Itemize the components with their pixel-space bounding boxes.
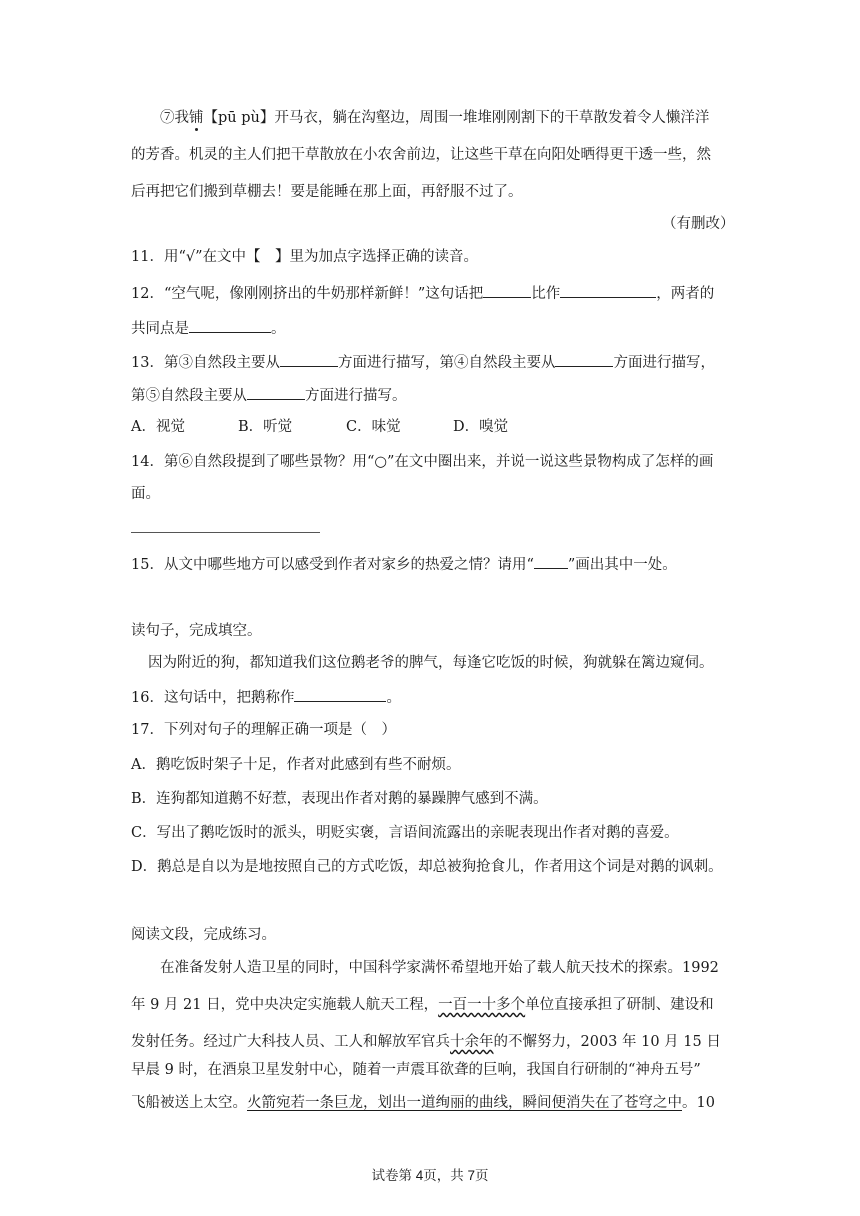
answer-blank[interactable] [560, 282, 656, 298]
p7-line-3: 后再把它们搬到草棚去！要是能睡在那上面，再舒服不过了。 [131, 184, 523, 200]
answer-blank[interactable] [280, 351, 338, 367]
p7-line-1: ⑦我铺【pū pù】开马衣，躺在沟壑边，周围一堆堆刚刚割下的干草散发着令人懒洋洋 [160, 110, 710, 126]
passage-line-3: 发射任务。经过广大科技人员、工人和解放军官兵十余年的不懈努力，2003 年 10 月 15 日 [131, 1034, 721, 1050]
question-17-option-a: A．鹅吃饭时架子十足，作者对此感到有些不耐烦。 [131, 757, 461, 773]
answer-blank[interactable] [555, 351, 613, 367]
question-13-line-1: 13．第③自然段主要从 方面进行描写，第④自然段主要从 方面进行描写， [131, 351, 715, 373]
option-d: D．嗅觉 [453, 419, 509, 435]
question-13-line-2: 第⑤自然段主要从 方面进行描写。 [131, 384, 407, 406]
question-17-option-d: D．鹅总是自以为是地按照自己的方式吃饭，却总被狗抢食儿，作者用这个词是对鹅的讽刺。 [131, 859, 723, 875]
question-11: 11．用“√”在文中【 】里为加点字选择正确的读音。 [131, 249, 479, 265]
question-17-option-b: B．连狗都知道鹅不好惹，表现出作者对鹅的暴躁脾气感到不满。 [131, 791, 548, 807]
wavy-underlined-phrase: 十余年 [450, 1034, 494, 1050]
page-footer: 试卷第 4页，共 7页 [371, 1168, 489, 1183]
section-title-reading-passage: 阅读文段，完成练习。 [131, 927, 276, 943]
option-c: C．味觉 [346, 419, 401, 435]
answer-blank[interactable] [189, 317, 271, 333]
question-12-line-2: 共同点是 。 [131, 317, 286, 339]
emphasis-dot-char: 铺 [189, 110, 204, 126]
option-a: A．视觉 [131, 419, 185, 435]
answer-blank[interactable] [294, 686, 386, 702]
wavy-underlined-phrase: 一百一十多个 [438, 997, 526, 1013]
question-12-line-1: 12．“空气呢，像刚刚挤出的牛奶那样新鲜！”这句话把 比作 ，两者的 [131, 282, 714, 304]
passage-line-5: 飞船被送上太空。火箭宛若一条巨龙，划出一道绚丽的曲线，瞬间便消失在了苍穹之中。10 [131, 1095, 715, 1111]
question-17: 17．下列对句子的理解正确一项是（ ） [131, 722, 396, 738]
passage-line-1: 在准备发射人造卫星的同时，中国科学家满怀希望地开始了载人航天技术的探索。1992 [160, 960, 719, 976]
section-title-reading-sentence: 读句子，完成填空。 [131, 623, 262, 639]
question-17-option-c: C．写出了鹅吃饭时的派头，明贬实褒，言语间流露出的亲昵表现出作者对鹅的喜爱。 [131, 825, 679, 841]
question-16: 16．这句话中，把鹅称作 。 [131, 686, 401, 708]
source-note: （有删改） [662, 216, 735, 232]
passage-line-4: 早晨 9 时，在酒泉卫星发射中心，随着一声震耳欲聋的巨响，我国自行研制的“神舟五号” [131, 1062, 701, 1078]
p7-line-2: 的芳香。机灵的主人们把干草散放在小农舍前边，让这些干草在向阳处晒得更干透一些，然 [131, 147, 711, 163]
answer-blank[interactable] [483, 282, 531, 298]
underline-sample [534, 553, 568, 569]
question-14-line-2: 面。 [131, 486, 160, 502]
passage-line-2: 年 9 月 21 日，党中央决定实施载人航天工程，一百一十多个单位直接承担了研制、建设和 [131, 997, 714, 1013]
underlined-sentence: 火箭宛若一条巨龙，划出一道绚丽的曲线，瞬间便消失在了苍穹之中 [247, 1095, 682, 1111]
quoted-sentence: 因为附近的狗，都知道我们这位鹅老爷的脾气，每逢它吃饭的时候，狗就躲在篱边窥伺。 [148, 655, 714, 671]
question-14-line-1: 14．第⑥自然段提到了哪些景物？用“○”在文中圈出来，并说一说这些景物构成了怎样的画 [131, 454, 714, 470]
answer-blank[interactable] [247, 384, 305, 400]
answer-line[interactable] [131, 532, 320, 533]
option-b: B．听觉 [238, 419, 293, 435]
question-15: 15．从文中哪些地方可以感受到作者对家乡的热爱之情？请用“ ”画出其中一处。 [131, 553, 677, 575]
